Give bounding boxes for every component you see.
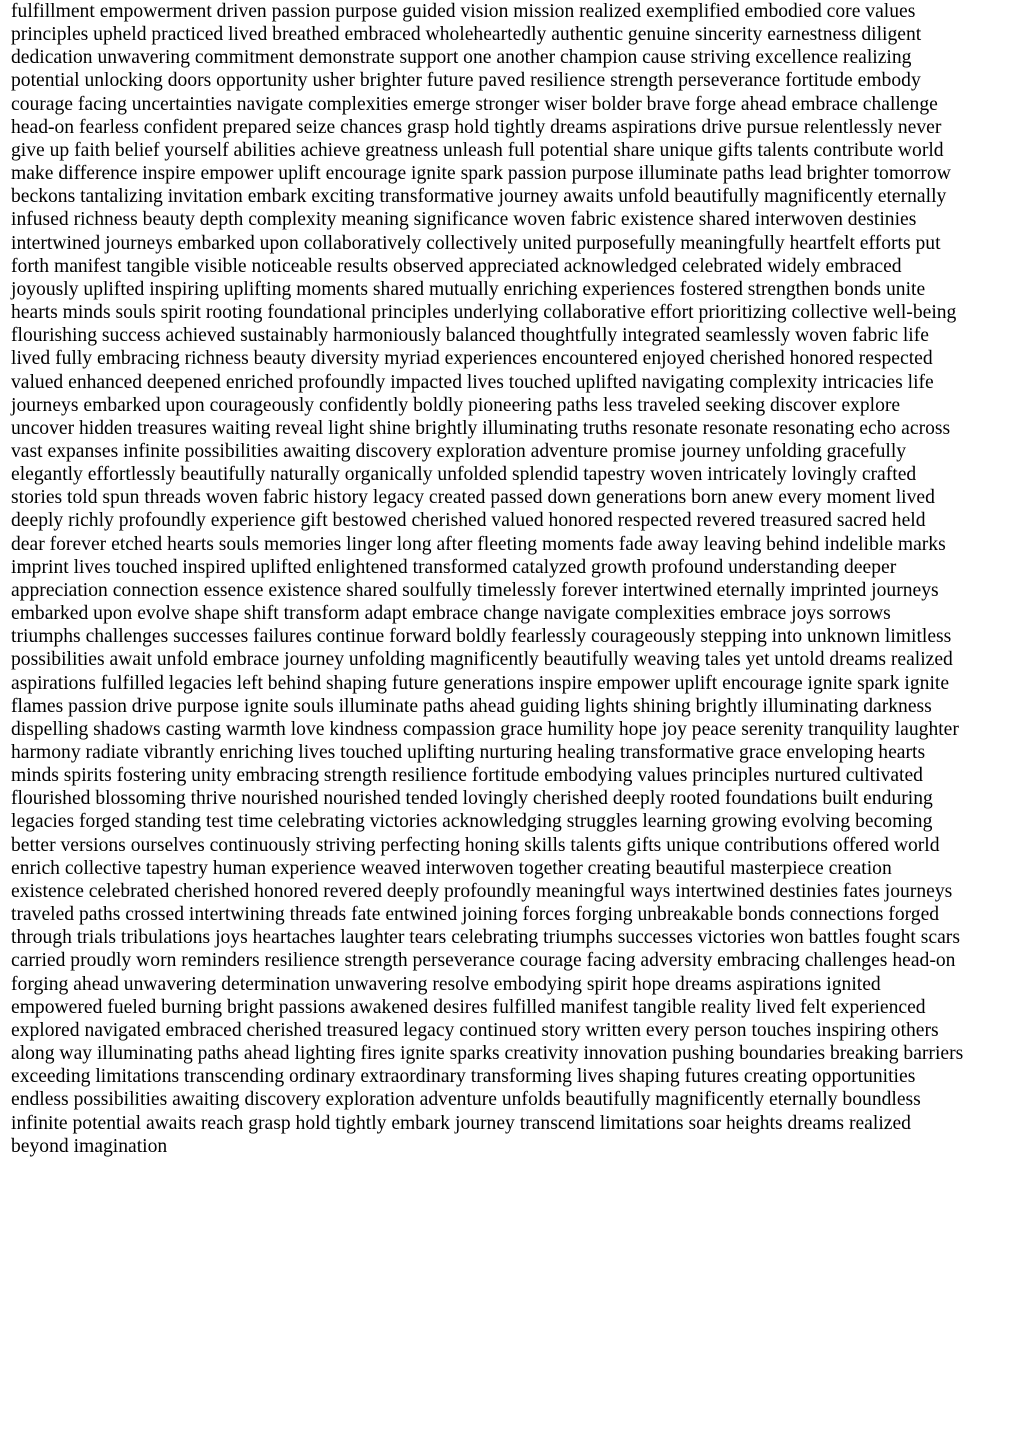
text-line: infused richness beauty depth complexity meaning significance woven fabric existence shared interwoven destinies (11, 209, 917, 231)
text-line: appreciation connection essence existence shared soulfully timelessly forever intertwined eternally imprinted journeys (11, 579, 939, 601)
document-body (11, 0, 1017, 1158)
text-line: through trials tribulations joys heartaches laughter tears celebrating triumphs successes victories won battles fought scars (11, 927, 960, 949)
text-line: exceeding limitations transcending ordinary extraordinary transforming lives shaping futures creating opportunities (11, 1066, 916, 1088)
text-line: along way illuminating paths ahead lighting fires ignite sparks creativity innovation pushing boundaries breaking barriers (11, 1043, 964, 1065)
text-line: elegantly effortlessly beautifully naturally organically unfolded splendid tapestry woven intricately lovingly crafted (11, 464, 917, 486)
text-line-last: beyond imagination (11, 1135, 168, 1157)
text-line: uncover hidden treasures waiting reveal light shine brightly illuminating truths resonate resonate resonating echo across (11, 417, 951, 439)
text-line: possibilities await unfold embrace journey unfolding magnificently beautifully weaving tales yet untold dreams realized (11, 649, 953, 671)
text-line: forging ahead unwavering determination unwavering resolve embodying spirit hope dreams aspirations ignited (11, 973, 881, 995)
text-line: joyously uplifted inspiring uplifting moments shared mutually enriching experiences fostered strengthen bonds unite (11, 278, 926, 300)
text-line: enrich collective tapestry human experience weaved interwoven together creating beautiful masterpiece creation (11, 857, 892, 879)
text-line: flourished blossoming thrive nourished nourished tended lovingly cherished deeply rooted foundations built enduring (11, 788, 933, 810)
text-line: fulfillment empowerment driven passion purpose guided vision mission realized exemplified embodied core values (11, 1, 916, 22)
text-line: stories told spun threads woven fabric history legacy created passed down generations born anew every moment lived (11, 487, 935, 509)
text-line: dedication unwavering commitment demonstrate support one another champion cause striving excellence realizing (11, 47, 912, 69)
text-line: beckons tantalizing invitation embark exciting transformative journey awaits unfold beautifully magnificently eternally (11, 186, 947, 208)
text-line: aspirations fulfilled legacies left behind shaping future generations inspire empower uplift encourage ignite spark ignite (11, 672, 950, 694)
text-line: head-on fearless confident prepared seize chances grasp hold tightly dreams aspirations drive pursue relentlessly never (11, 116, 942, 138)
text-line: traveled paths crossed intertwining threads fate entwined joining forces forging unbreakable bonds connections forged (11, 904, 940, 926)
text-line: vast expanses infinite possibilities awaiting discovery exploration adventure promise journey unfolding gracefully (11, 440, 907, 462)
text-line: triumphs challenges successes failures continue forward boldly fearlessly courageously stepping into unknown limitless (11, 626, 952, 648)
text-line: make difference inspire empower uplift encourage ignite spark passion purpose illuminate paths lead brighter tomorrow (11, 163, 951, 185)
text-line: minds spirits fostering unity embracing strength resilience fortitude embodying values principles nurtured cultivated (11, 765, 923, 787)
text-line: dispelling shadows casting warmth love kindness compassion grace humility hope joy peace serenity tranquility laughter (11, 718, 959, 740)
text-line: intertwined journeys embarked upon collaboratively collectively united purposefully meaningfully heartfelt efforts put (11, 232, 941, 254)
text-line: hearts minds souls spirit rooting foundational principles underlying collaborative effort prioritizing collective well-being (11, 302, 957, 324)
text-line: infinite potential awaits reach grasp hold tightly embark journey transcend limitations soar heights dreams realized (11, 1112, 911, 1134)
text-line: principles upheld practiced lived breathed embraced wholeheartedly authentic genuine sincerity earnestness diligent (11, 24, 922, 46)
text-line: harmony radiate vibrantly enriching lives touched uplifting nurturing healing transformative grace enveloping hearts (11, 742, 926, 763)
text-line: embarked upon evolve shape shift transform adapt embrace change navigate complexities embrace joys sorrows (11, 603, 891, 625)
text-line: better versions ourselves continuously striving perfecting honing skills talents gifts unique contributions offered world (11, 834, 940, 856)
text-line: potential unlocking doors opportunity usher brighter future paved resilience strength perseverance fortitude embody (11, 70, 921, 92)
text-line: lived fully embracing richness beauty diversity myriad experiences encountered enjoyed cherished honored respected (11, 348, 933, 370)
text-line: existence celebrated cherished honored revered deeply profoundly meaningful ways intertwined destinies fates journeys (11, 880, 953, 902)
text-line: deeply richly profoundly experience gift bestowed cherished valued honored respected revered treasured sacred held (11, 510, 926, 532)
text-line: explored navigated embraced cherished treasured legacy continued story written every person touches inspiring others (11, 1019, 939, 1041)
text-line: valued enhanced deepened enriched profoundly impacted lives touched uplifted navigating complexity intricacies life (11, 371, 934, 393)
text-line: empowered fueled burning bright passions awakened desires fulfilled manifest tangible reality lived felt experienced (11, 996, 926, 1018)
text-line: legacies forged standing test time celebrating victories acknowledging struggles learning growing evolving becoming (11, 811, 933, 833)
text-line: imprint lives touched inspired uplifted enlightened transformed catalyzed growth profound understanding deeper (11, 556, 897, 578)
text-line: courage facing uncertainties navigate complexities emerge stronger wiser bolder brave forge ahead embrace challenge (11, 93, 938, 115)
text-line: carried proudly worn reminders resilience strength perseverance courage facing adversity embracing challenges head-on (11, 950, 956, 972)
text-line: flames passion drive purpose ignite souls illuminate paths ahead guiding lights shining brightly illuminating darkness (11, 695, 932, 717)
text-line: dear forever etched hearts souls memories linger long after fleeting moments fade away leaving behind indelible marks (11, 533, 946, 555)
text-line: flourishing success achieved sustainably harmoniously balanced thoughtfully integrated seamlessly woven fabric life (11, 325, 929, 347)
text-line: journeys embarked upon courageously confidently boldly pioneering paths less traveled seeking discover explore (11, 394, 901, 416)
text-line: forth manifest tangible visible noticeable results observed appreciated acknowledged celebrated widely embraced (11, 255, 902, 277)
text-line: endless possibilities awaiting discovery exploration adventure unfolds beautifully magnificently eternally boundless (11, 1089, 921, 1111)
text-line: give up faith belief yourself abilities achieve greatness unleash full potential share unique gifts talents contribute world (11, 139, 944, 161)
